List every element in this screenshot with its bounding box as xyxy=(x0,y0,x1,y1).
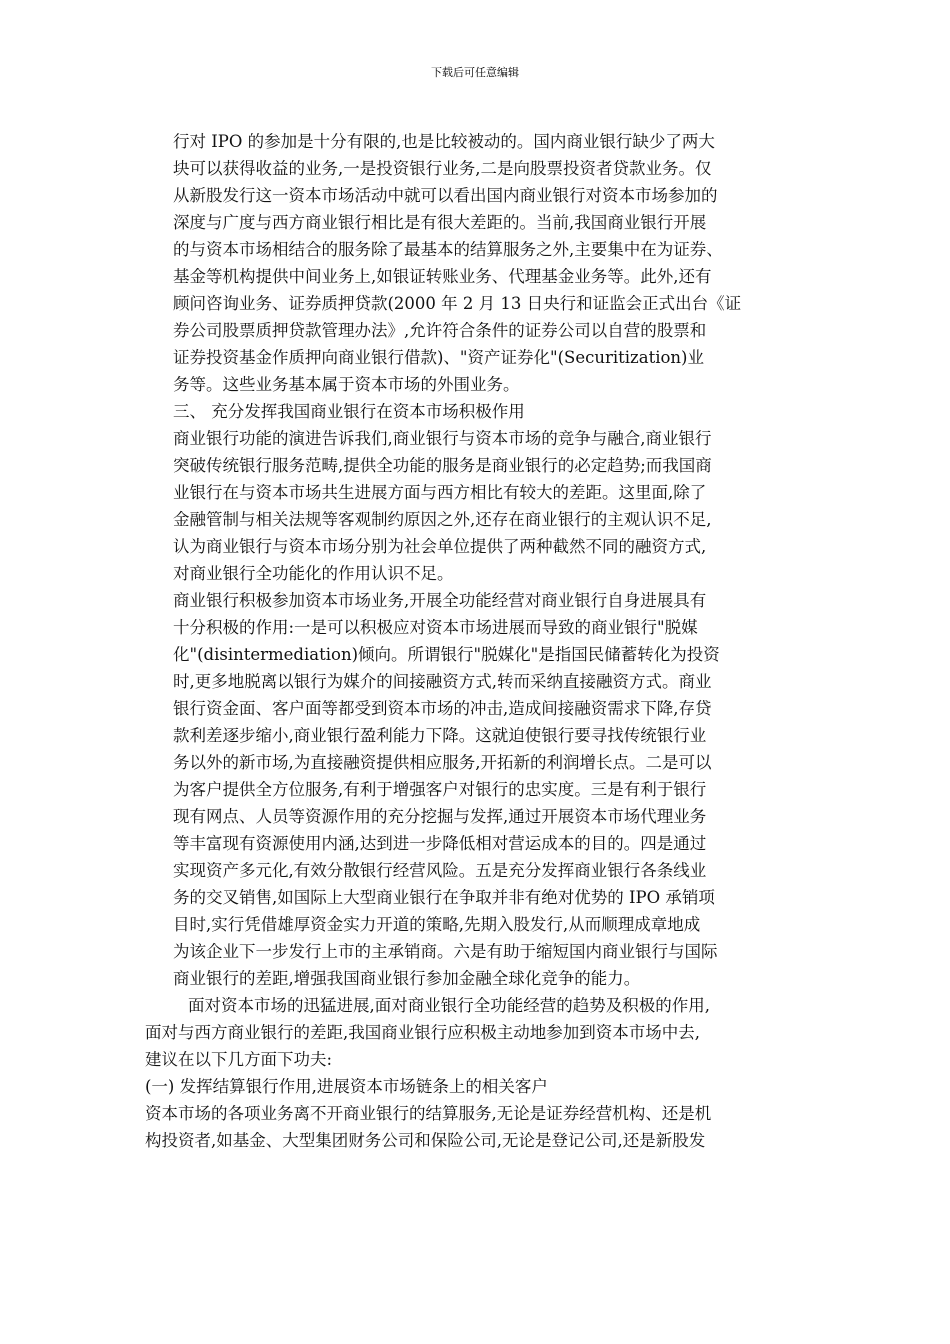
body-line: 块可以获得收益的业务,一是投资银行业务,二是向股票投资者贷款业务。仅 xyxy=(173,159,712,178)
body-line: 款利差逐步缩小,商业银行盈利能力下降。这就迫使银行要寻找传统银行业 xyxy=(173,726,707,745)
body-line: 从新股发行这一资本市场活动中就可以看出国内商业银行对资本市场参加的 xyxy=(173,186,718,205)
body-line: 银行资金面、客户面等都受到资本市场的冲击,造成间接融资需求下降,存贷 xyxy=(173,699,712,718)
body-line: 顾问咨询业务、证券质押贷款(2000 年 2 月 13 日央行和证监会正式出台《证 xyxy=(173,294,742,313)
body-line: 构投资者,如基金、大型集团财务公司和保险公司,无论是登记公司,还是新股发 xyxy=(145,1131,706,1150)
body-line: 务的交叉销售,如国际上大型商业银行在争取并非有绝对优势的 IPO 承销项 xyxy=(173,888,715,907)
section-heading: (一) 发挥结算银行作用,进展资本市场链条上的相关客户 xyxy=(145,1077,548,1096)
body-line: 目时,实行凭借雄厚资金实力开道的策略,先期入股发行,从而顺理成章地成 xyxy=(173,915,701,934)
body-line: 业银行在与资本市场共生进展方面与西方相比有较大的差距。这里面,除了 xyxy=(173,483,707,502)
body-line: 资本市场的各项业务离不开商业银行的结算服务,无论是证券经营机构、还是机 xyxy=(145,1104,712,1123)
body-line: 认为商业银行与资本市场分别为社会单位提供了两种截然不同的融资方式, xyxy=(173,537,707,556)
body-line: 时,更多地脱离以银行为媒介的间接融资方式,转而采纳直接融资方式。商业 xyxy=(173,672,712,691)
body-line: 基金等机构提供中间业务上,如银证转账业务、代理基金业务等。此外,还有 xyxy=(173,267,712,286)
body-line: 金融管制与相关法规等客观制约原因之外,还存在商业银行的主观认识不足, xyxy=(173,510,712,529)
body-line: 商业银行的差距,增强我国商业银行参加金融全球化竞争的能力。 xyxy=(173,969,641,988)
body-line: 商业银行积极参加资本市场业务,开展全功能经营对商业银行自身进展具有 xyxy=(173,591,707,610)
body-line: 券公司股票质押贷款管理办法》,允许符合条件的证券公司以自营的股票和 xyxy=(173,321,707,340)
header-note: 下载后可任意编辑 xyxy=(431,66,519,79)
body-line: 为客户提供全方位服务,有利于增强客户对银行的忠实度。三是有利于银行 xyxy=(173,780,707,799)
body-line: 深度与广度与西方商业银行相比是有很大差距的。当前,我国商业银行开展 xyxy=(173,213,707,232)
body-line: 现有网点、人员等资源作用的充分挖掘与发挥,通过开展资本市场代理业务 xyxy=(173,807,707,826)
body-line: 面对与西方商业银行的差距,我国商业银行应积极主动地参加到资本市场中去, xyxy=(145,1023,700,1042)
body-line: 建议在以下几方面下功夫: xyxy=(145,1050,333,1069)
body-line: 十分积极的作用:一是可以积极应对资本市场进展而导致的商业银行"脱媒 xyxy=(173,618,698,637)
body-line: 面对资本市场的迅猛进展,面对商业银行全功能经营的趋势及积极的作用, xyxy=(188,996,710,1015)
body-line: 实现资产多元化,有效分散银行经营风险。五是充分发挥商业银行各条线业 xyxy=(173,861,707,880)
body-line: 对商业银行全功能化的作用认识不足。 xyxy=(173,564,454,583)
body-line: 等丰富现有资源使用内涵,达到进一步降低相对营运成本的目的。四是通过 xyxy=(173,834,707,853)
body-line: 化"(disintermediation)倾向。所谓银行"脱媒化"是指国民储蓄转化为投资 xyxy=(173,645,720,664)
body-line: 突破传统银行服务范畴,提供全功能的服务是商业银行的必定趋势;而我国商 xyxy=(173,456,712,475)
body-line: 证券投资基金作质押向商业银行借款)、"资产证券化"(Securitization)业 xyxy=(173,348,704,367)
section-heading: 三、 充分发挥我国商业银行在资本市场积极作用 xyxy=(173,402,525,421)
body-line: 为该企业下一步发行上市的主承销商。六是有助于缩短国内商业银行与国际 xyxy=(173,942,718,961)
body-line: 务以外的新市场,为直接融资提供相应服务,开拓新的利润增长点。二是可以 xyxy=(173,753,712,772)
body-line: 务等。这些业务基本属于资本市场的外围业务。 xyxy=(173,375,520,394)
body-line: 的与资本市场相结合的服务除了最基本的结算服务之外,主要集中在为证券、 xyxy=(173,240,723,259)
body-line: 商业银行功能的演进告诉我们,商业银行与资本市场的竞争与融合,商业银行 xyxy=(173,429,712,448)
body-line: 行对 IPO 的参加是十分有限的,也是比较被动的。国内商业银行缺少了两大 xyxy=(173,132,715,151)
